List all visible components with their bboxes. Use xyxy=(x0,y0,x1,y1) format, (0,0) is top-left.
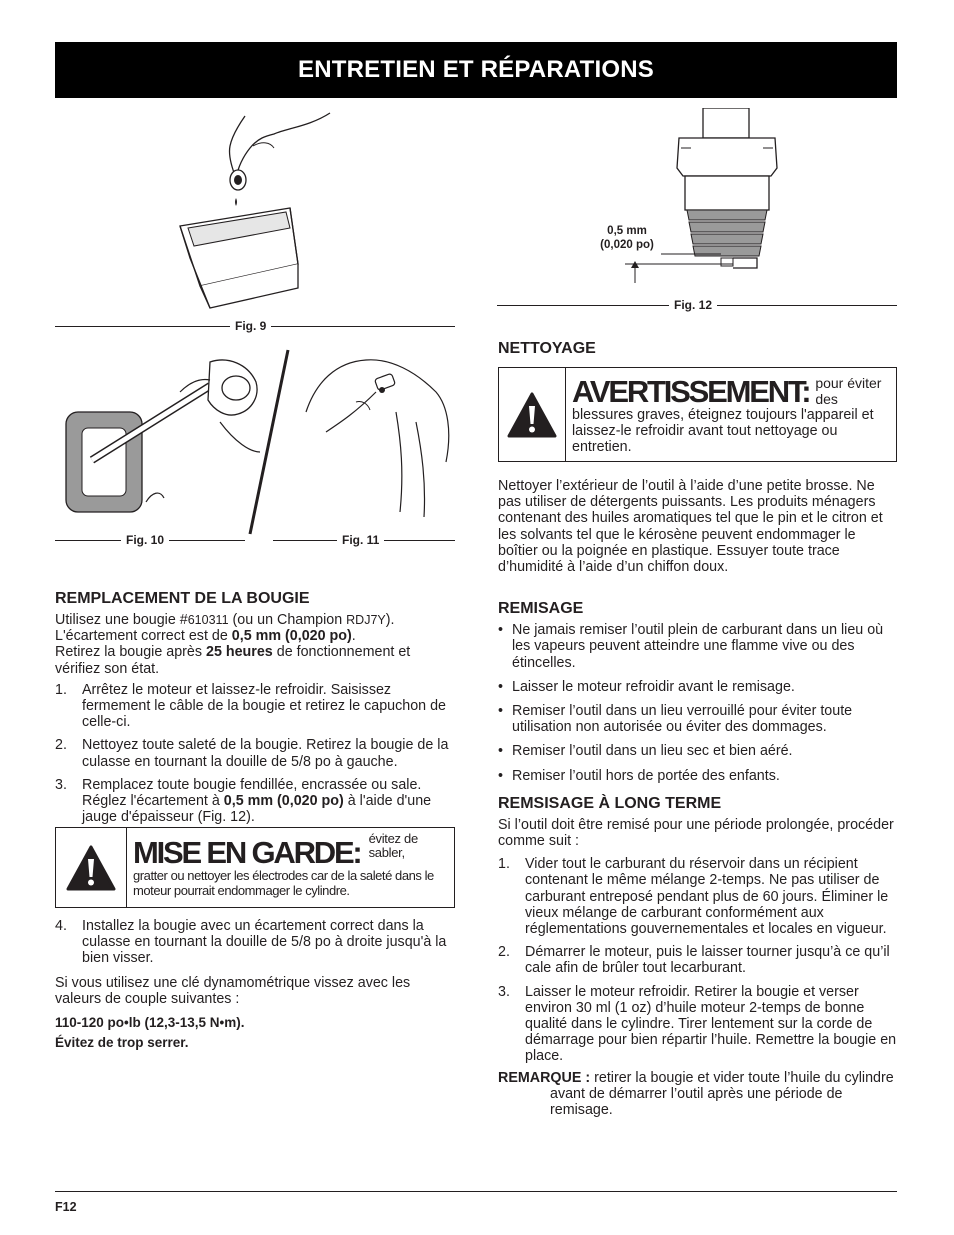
storage-item-text: Laisser le moteur refroidir avant le remisage. xyxy=(512,678,795,695)
caution-title: MISE EN GARDE: xyxy=(133,835,361,870)
list-item xyxy=(55,918,455,967)
footer-rule xyxy=(55,1191,897,1192)
step-number: 4. xyxy=(55,918,67,934)
gap-text-end: . xyxy=(351,628,356,645)
step-text: Arrêtez le moteur et laissez-le refroidir. Saisissez fermement le câble de la bougie et retirez le capuchon de celle-ci. xyxy=(82,681,446,731)
warning-content xyxy=(566,368,897,461)
fig10-spark-plug-wrench-illustration xyxy=(60,352,270,524)
caution-icon-cell xyxy=(56,828,127,907)
gap-value: 0,5 mm (0,020 po) xyxy=(231,628,352,645)
warning-triangle-icon xyxy=(507,392,557,438)
fig11-label: Fig. 11 xyxy=(337,533,384,547)
cleaning-text: Nettoyer l’extérieur de l’outil à l’aide d’une petite brosse. Ne pas utiliser de détergents puissants. Les produits ménagers contenant des huiles aromatiques tel que le pin et le citron et les solvants tel que le kérosène peuvent endommager le boîtier ou la poignée en plastique. Essuyer toute trace d’humidité à l’aide d’un chiffon doux. xyxy=(498,478,883,576)
caution-body: gratter ou nettoyer les électrodes car de la saleté dans le moteur pourrait endommager le cylindre. xyxy=(133,868,434,898)
step-text: Nettoyez toute saleté de la bougie. Retirez la bougie de la culasse en tournant la douille de 5/8 po à gauche. xyxy=(82,737,449,770)
step-text: Laisser le moteur refroidir. Retirer la bougie et verser environ 30 ml (1 oz) d’huile moteur 2-temps de bonne qualité dans le cylindre. Tirer lentement sur la corde de démarrage pour bien répartir l’huile. Remettre la bougie en place. xyxy=(525,983,897,1065)
page-number: F12 xyxy=(55,1200,77,1214)
storage-item-text: Remiser l’outil dans un lieu verrouillé pour éviter toute utilisation non autorisée ou éviter des dommages. xyxy=(512,703,853,736)
note-label: REMARQUE : xyxy=(498,1069,591,1086)
hours-text: Retirez la bougie après xyxy=(55,644,206,661)
list-item xyxy=(498,856,898,937)
gap-label-inch: (0,020 po) xyxy=(600,239,654,251)
list-item xyxy=(498,703,898,735)
list-item xyxy=(498,984,898,1065)
storage-item-text: Ne jamais remiser l’outil plein de carburant dans un lieu où les vapeurs peuvent atteindre une flamme vive ou des étincelles. xyxy=(512,622,884,671)
caution-box xyxy=(55,827,455,908)
torque-note: Évitez de trop serrer. xyxy=(55,1035,189,1051)
warning-title: AVERTISSEMENT: xyxy=(572,374,810,409)
list-item xyxy=(498,768,898,784)
step-gap-value: 0,5 mm (0,020 po) xyxy=(223,793,344,810)
bullet: • xyxy=(498,743,504,760)
bullet: • xyxy=(498,703,504,720)
cleaning-heading-wrap xyxy=(498,339,596,359)
spark-plug-heading: REMPLACEMENT DE LA BOUGIE xyxy=(55,590,310,607)
intro-text-3: ). xyxy=(385,612,395,628)
right-column xyxy=(498,478,898,1118)
fig12-label: Fig. 12 xyxy=(669,298,717,312)
storage-note xyxy=(498,1070,898,1119)
list-item xyxy=(498,679,898,695)
left-column xyxy=(55,589,455,832)
step-number: 1. xyxy=(55,681,67,698)
bullet: • xyxy=(498,767,504,784)
list-item xyxy=(498,944,898,976)
long-term-steps xyxy=(498,856,898,1064)
hours-text-end: de fonctionnement et vérifiez son état. xyxy=(55,644,411,677)
step-text: Démarrer le moteur, puis le laisser tourner jusqu’à ce qu’il cale afin de brûler tout lecarburant. xyxy=(525,944,890,977)
section-title-banner xyxy=(55,42,897,98)
cleaning-heading: NETTOYAGE xyxy=(498,340,596,357)
section-title: ENTRETIEN ET RÉPARATIONS xyxy=(298,56,654,83)
hours-value: 25 heures xyxy=(206,644,273,661)
step-number: 3. xyxy=(55,776,67,793)
spark-plug-steps-cont xyxy=(55,918,455,967)
step-text-end: à l'aide d'une jauge d'épaisseur (Fig. 12). xyxy=(82,793,432,826)
storage-item-text: Remiser l’outil dans un lieu sec et bien aéré. xyxy=(512,743,793,760)
caution-side-text: évitez de sabler, xyxy=(368,831,418,860)
fig12-gap-label xyxy=(592,224,662,252)
fig11-spark-plug-hands-illustration xyxy=(296,352,456,524)
fig12-spark-plug-gap-illustration xyxy=(595,108,785,283)
step-text: Installez la bougie avec un écartement correct dans la culasse en tournant la douille de 5/8 po à droite jusqu'à la bien visser. xyxy=(82,918,447,967)
list-item xyxy=(498,622,898,671)
step-number: 2. xyxy=(498,944,510,961)
spark-plug-steps xyxy=(55,682,455,826)
fig10-label: Fig. 10 xyxy=(121,533,169,547)
list-item xyxy=(55,737,455,769)
figure-divider-slash xyxy=(244,348,294,536)
note-text: retirer la bougie et vider toute l’huile du cylindre avant de démarrer l’outil après une période de remisage. xyxy=(550,1069,894,1119)
champion-model: RDJ7Y xyxy=(346,613,386,627)
step-text: Vider tout le carburant du réservoir dans un récipient contenant le même mélange 2-temps. Ne pas utiliser de carburant entreposé pendant plus de 60 jours. Éliminer le vieux mélange de carburant conformément aux réglementations gouvernementales et locales en vigueur. xyxy=(525,856,889,938)
step-text: Remplacez toute bougie fendillée, encrassée ou sale. Réglez l'écartement à xyxy=(82,776,422,810)
intro-text-2: (ou un Champion xyxy=(228,612,347,628)
fig9-air-filter-oil-illustration xyxy=(170,108,340,313)
bullet: • xyxy=(498,622,504,639)
long-term-heading: REMSISAGE À LONG TERME xyxy=(498,794,722,812)
left-column-lower xyxy=(55,918,455,1051)
gap-label-mm: 0,5 mm xyxy=(607,225,647,237)
spark-plug-intro xyxy=(55,612,455,677)
step-number: 3. xyxy=(498,983,510,1000)
list-item xyxy=(55,777,455,826)
torque-value: 110-120 po•lb (12,3-13,5 N•m). xyxy=(55,1015,245,1031)
fig9-label: Fig. 9 xyxy=(230,319,271,333)
torque-intro: Si vous utilisez une clé dynamométrique vissez avec les valeurs de couple suivantes : xyxy=(55,974,411,1007)
storage-item-text: Remiser l’outil hors de portée des enfants. xyxy=(512,767,780,784)
list-item xyxy=(55,682,455,731)
warning-triangle-icon xyxy=(66,845,116,891)
caution-content xyxy=(127,828,454,907)
list-item xyxy=(498,743,898,759)
long-term-intro: Si l’outil doit être remisé pour une période prolongée, procéder comme suit : xyxy=(498,816,894,850)
warning-icon-cell xyxy=(499,368,566,461)
warning-body: blessures graves, éteignez toujours l'appareil et laissez-le refroidir avant tout nettoyage ou entretien. xyxy=(572,407,874,456)
storage-heading: REMISAGE xyxy=(498,600,584,618)
part-number: 610311 xyxy=(187,613,229,627)
warning-box xyxy=(498,367,897,462)
bullet: • xyxy=(498,678,504,695)
intro-text: Utilisez une bougie # xyxy=(55,612,188,628)
warning-side-text: pour éviter des xyxy=(815,375,882,407)
step-number: 1. xyxy=(498,856,510,873)
step-number: 2. xyxy=(55,737,67,754)
storage-list xyxy=(498,622,898,784)
gap-text: L'écartement correct est de xyxy=(55,628,232,645)
